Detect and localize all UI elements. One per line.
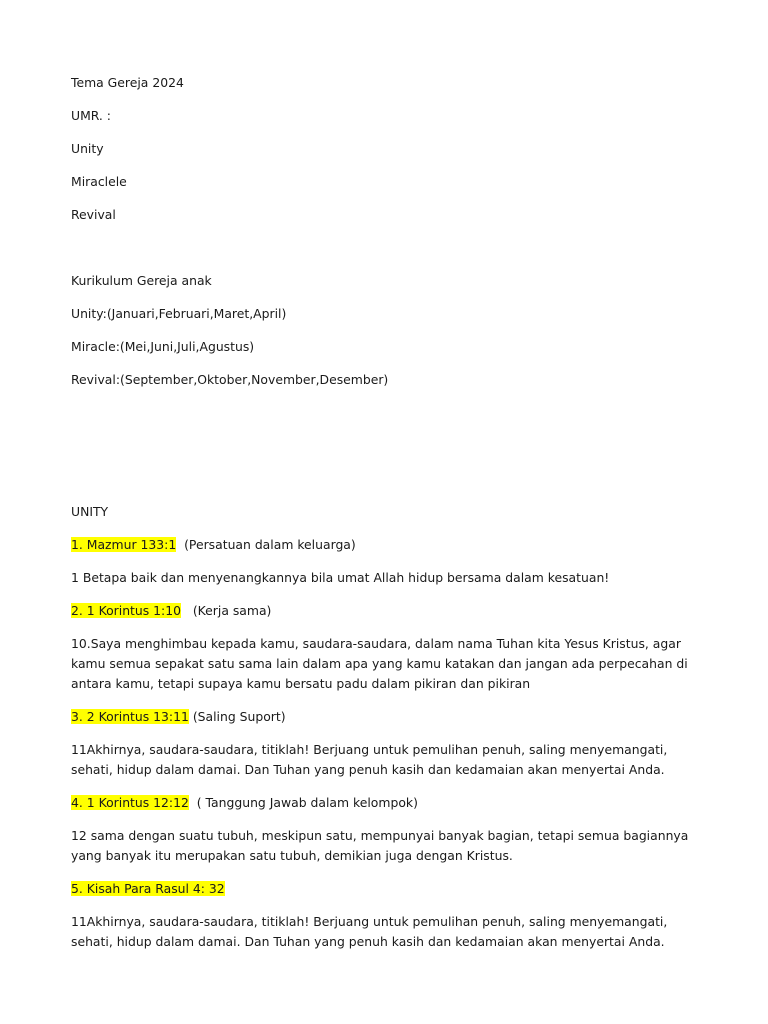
- curriculum-item-unity: Unity:(Januari,Februari,Maret,April): [71, 306, 287, 321]
- theme-unity: Unity: [71, 141, 104, 156]
- entry-heading: [71, 793, 711, 813]
- scripture-reference: 5. Kisah Para Rasul 4: 32: [71, 881, 225, 896]
- document-page: [71, 73, 711, 952]
- theme-miracle: Miraclele: [71, 174, 127, 189]
- entry-heading: [71, 879, 711, 899]
- umr-label: UMR. :: [71, 108, 111, 123]
- scripture-reference: 2. 1 Korintus 1:10: [71, 603, 181, 618]
- verse-text: 11Akhirnya, saudara-saudara, titiklah! Berjuang untuk pemulihan penuh, saling menyemangati, sehati, hidup dalam damai. Dan Tuhan yang penuh kasih dan kedamaian akan menyertai Anda.: [71, 742, 668, 777]
- theme-title: Tema Gereja 2024: [71, 75, 184, 90]
- entry-heading: [71, 601, 711, 621]
- verse-text: 12 sama dengan suatu tubuh, meskipun satu, mempunyai banyak bagian, tetapi semua bagiannya yang banyak itu merupakan satu tubuh, demikian juga dengan Kristus.: [71, 828, 689, 863]
- unity-heading: UNITY: [71, 504, 109, 519]
- curriculum-item-revival: Revival:(September,Oktober,November,Desember): [71, 372, 389, 387]
- entry-topic: (Kerja sama): [181, 603, 272, 618]
- entry-topic: ( Tanggung Jawab dalam kelompok): [188, 795, 418, 810]
- entry-topic: (Persatuan dalam keluarga): [176, 537, 356, 552]
- entry-topic: (Saling Suport): [188, 709, 286, 724]
- scripture-reference: 4. 1 Korintus 12:12: [71, 795, 189, 810]
- curriculum-item-miracle: Miracle:(Mei,Juni,Juli,Agustus): [71, 339, 255, 354]
- scripture-reference: 1. Mazmur 133:1: [71, 537, 177, 552]
- entry-heading: [71, 535, 711, 555]
- entry-heading: [71, 707, 711, 727]
- scripture-reference: 3. 2 Korintus 13:11: [71, 709, 189, 724]
- curriculum-title: Kurikulum Gereja anak: [71, 273, 212, 288]
- theme-revival: Revival: [71, 207, 116, 222]
- verse-text: 11Akhirnya, saudara-saudara, titiklah! Berjuang untuk pemulihan penuh, saling menyemangati, sehati, hidup dalam damai. Dan Tuhan yang penuh kasih dan kedamaian akan menyertai Anda.: [71, 914, 668, 949]
- verse-text: 10.Saya menghimbau kepada kamu, saudara-saudara, dalam nama Tuhan kita Yesus Kristus, agar kamu semua sepakat satu sama lain dalam apa yang kamu katakan dan jangan ada perpecahan di antara kamu, tetapi supaya kamu bersatu padu dalam pikiran dan pikiran: [71, 636, 688, 691]
- verse-text: 1 Betapa baik dan menyenangkannya bila umat Allah hidup bersama dalam kesatuan!: [71, 570, 610, 585]
